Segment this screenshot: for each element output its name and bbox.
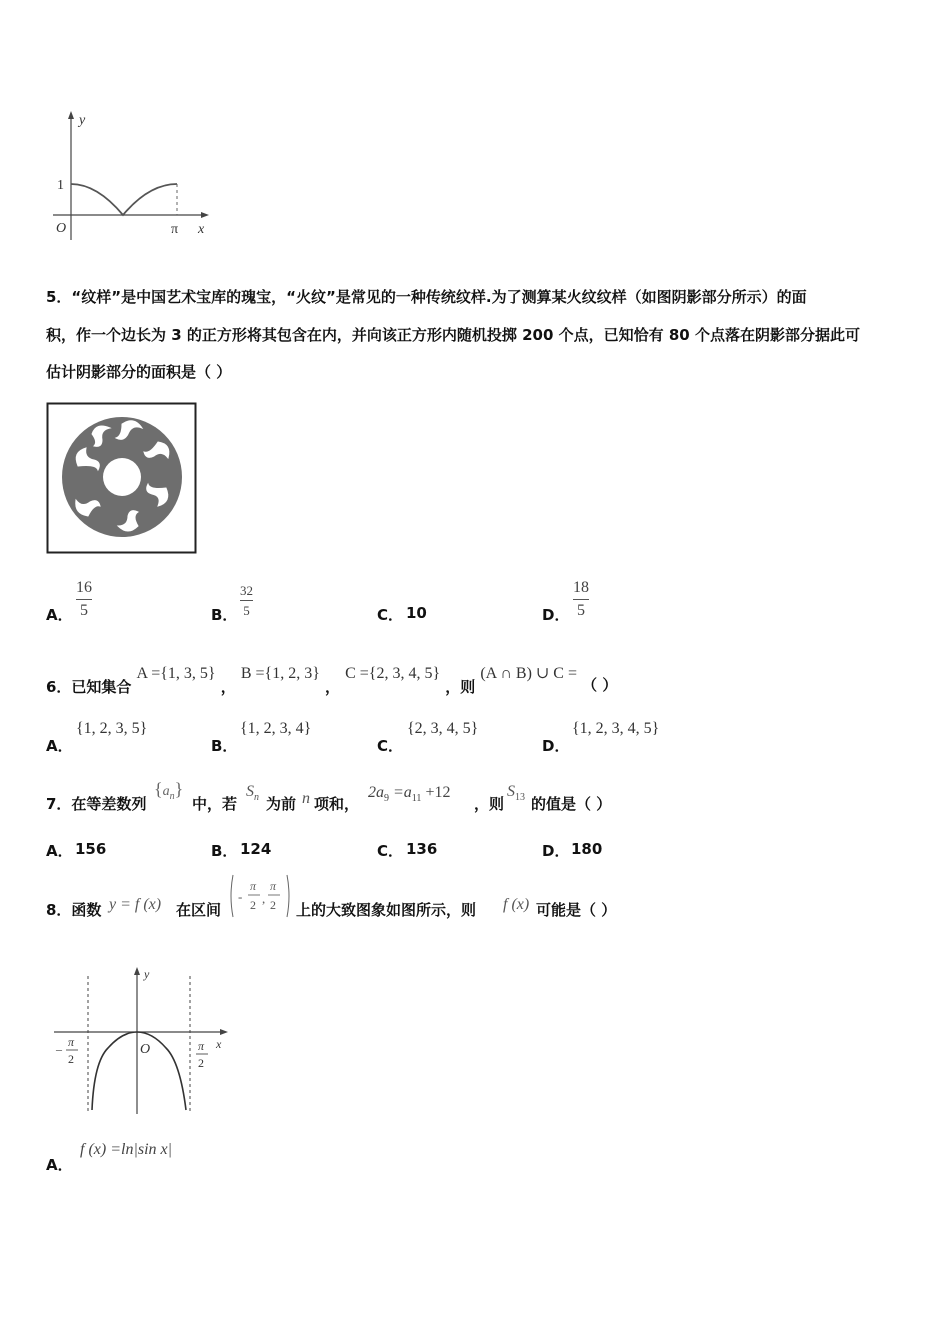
q8-func (109, 896, 161, 914)
q5-option-c-label[interactable]: C． (377, 606, 404, 624)
graph1-x-label: x (198, 222, 205, 237)
q6-then: ，则 (445, 678, 476, 696)
q7-option-a-value[interactable]: 156 (75, 840, 107, 858)
q7-then: ，则 (474, 795, 505, 813)
q7-option-b-label[interactable]: B． (211, 842, 238, 860)
q8-option-a-value[interactable]: f (x) =ln|sin x| (80, 1141, 173, 1158)
q5-option-a-value[interactable] (76, 579, 92, 620)
q7-eq-left-sub: 9 (384, 793, 389, 805)
q5-option-a-num: 16 (76, 579, 92, 596)
q5-line1: 5．“纹样”是中国艺术宝库的瑰宝，“火纹”是常见的一种传统纹样.为了测算某火纹纹样（如图阴影部分所示）的面 (46, 288, 807, 306)
q5-option-c-value[interactable]: 10 (406, 604, 427, 622)
q8-option-a-label[interactable]: A． (46, 1156, 73, 1174)
q5-option-d-label[interactable]: D． (542, 606, 570, 624)
q6-option-a-value[interactable]: {1, 2, 3, 5} (76, 720, 148, 737)
graph2-pos-den: 2 (198, 1056, 204, 1070)
svg-text:–: – (56, 1042, 62, 1056)
graph1-one-label: 1 (57, 178, 64, 193)
q6-option-c-label[interactable]: C． (377, 737, 404, 755)
q5-option-d-num: 18 (573, 579, 589, 596)
q7-sn (246, 783, 259, 803)
q5-option-b-label[interactable]: B． (211, 606, 238, 624)
q7-eq-right: +12 (421, 784, 451, 801)
q5-option-d-den: 5 (577, 602, 585, 619)
q6-option-c-value[interactable]: {2, 3, 4, 5} (407, 720, 479, 737)
svg-text:,: , (262, 891, 266, 906)
q6-option-a-label[interactable]: A． (46, 737, 73, 755)
graph2-x-label: x (216, 1037, 222, 1051)
q8-desc: 上的大致图象如图所示，则 (296, 901, 477, 919)
q6-set-a: A ={1, 3, 5} (136, 665, 216, 682)
q7-prefix: 7．在等差数列 (46, 795, 147, 813)
q7-n: n (302, 790, 310, 807)
q8-prefix: 8．函数 (46, 901, 102, 919)
graph1-pi-label: π (171, 222, 179, 237)
fire-pattern-figure (46, 402, 198, 555)
q5-line2: 积，作一个边长为 3 的正方形将其包含在内，并向该正方形内随机投掷 200 个点，已知恰有 80 个点落在阴影部分据此可 (46, 326, 860, 344)
svg-text:π: π (250, 879, 257, 893)
q7-s13 (507, 783, 525, 803)
graph2-y-label: y (144, 967, 150, 981)
graph1-origin-label: O (56, 221, 67, 236)
q6-comma2: ， (324, 678, 340, 696)
q5-option-d-value[interactable] (573, 579, 589, 620)
q6-expr: (A ∩ B) ∪ C = (480, 665, 577, 682)
q8-fx: f (x) (503, 896, 530, 913)
q6-stem (46, 660, 618, 696)
q7-s-sub: n (254, 792, 259, 804)
svg-text:π: π (270, 879, 277, 893)
q7-option-c-label[interactable]: C． (377, 842, 404, 860)
q6-set-c: C ={2, 3, 4, 5} (345, 665, 441, 682)
q7-equation (368, 784, 450, 804)
q7-s13-s: S (507, 783, 515, 800)
q6-option-b-value[interactable]: {1, 2, 3, 4} (240, 720, 312, 737)
q8-func-text: y = f (x) (109, 896, 162, 913)
q8-in-interval: 在区间 (176, 901, 222, 919)
q8-tail: 可能是（ ） (536, 901, 617, 919)
q8-interval (228, 873, 294, 919)
q6-option-b-label[interactable]: B． (211, 737, 238, 755)
q6-set-b: B ={1, 2, 3} (240, 665, 320, 682)
q7-eq-mid: =a (389, 784, 412, 801)
q6-option-d-label[interactable]: D． (542, 737, 570, 755)
q6-comma1: ， (220, 678, 236, 696)
svg-text:2: 2 (250, 898, 256, 912)
graph2-neg-den: 2 (68, 1052, 74, 1066)
q7-option-c-value[interactable]: 136 (406, 840, 438, 858)
svg-text:-: - (238, 889, 243, 904)
graph2-pos-pi: π (198, 1039, 205, 1053)
q7-eq-mid-sub: 11 (411, 793, 422, 805)
graph-ln-sin (48, 962, 238, 1122)
q5-option-b-value[interactable] (240, 583, 253, 618)
q7-option-b-value[interactable]: 124 (240, 840, 272, 858)
q5-option-a-label[interactable]: A． (46, 606, 73, 624)
graph-abs-cos (45, 108, 225, 248)
graph2-neg-pi: π (68, 1035, 75, 1049)
q6-option-d-value[interactable]: {1, 2, 3, 4, 5} (572, 720, 660, 737)
q7-option-d-value[interactable]: 180 (571, 840, 603, 858)
q5-option-b-den: 5 (243, 603, 250, 618)
q5-option-a-den: 5 (80, 602, 88, 619)
q7-mid: 中，若 (192, 795, 238, 813)
q7-tail: 的值是（ ） (531, 795, 612, 813)
q7-terms: 项和， (314, 795, 360, 813)
q7-seq-sub: n (169, 790, 175, 802)
q7-before: 为前 (266, 795, 297, 813)
q6-paren: （ ） (582, 676, 618, 694)
q5-option-b-num: 32 (240, 583, 253, 598)
svg-text:2: 2 (270, 898, 276, 912)
graph1-y-label: y (79, 113, 86, 128)
q6-prefix: 6．已知集合 (46, 678, 132, 696)
q7-seq: $\{a_n\}$ (154, 779, 184, 802)
q7-s: S (246, 783, 254, 800)
q7-option-d-label[interactable]: D． (542, 842, 570, 860)
graph2-origin-label: O (140, 1042, 151, 1057)
q7-seq-a: a (162, 784, 170, 799)
q5-line3: 估计阴影部分的面积是（ ） (46, 363, 232, 381)
q7-s13-sub: 13 (515, 792, 525, 804)
q7-option-a-label[interactable]: A． (46, 842, 73, 860)
q7-eq-left: 2a (368, 784, 384, 801)
